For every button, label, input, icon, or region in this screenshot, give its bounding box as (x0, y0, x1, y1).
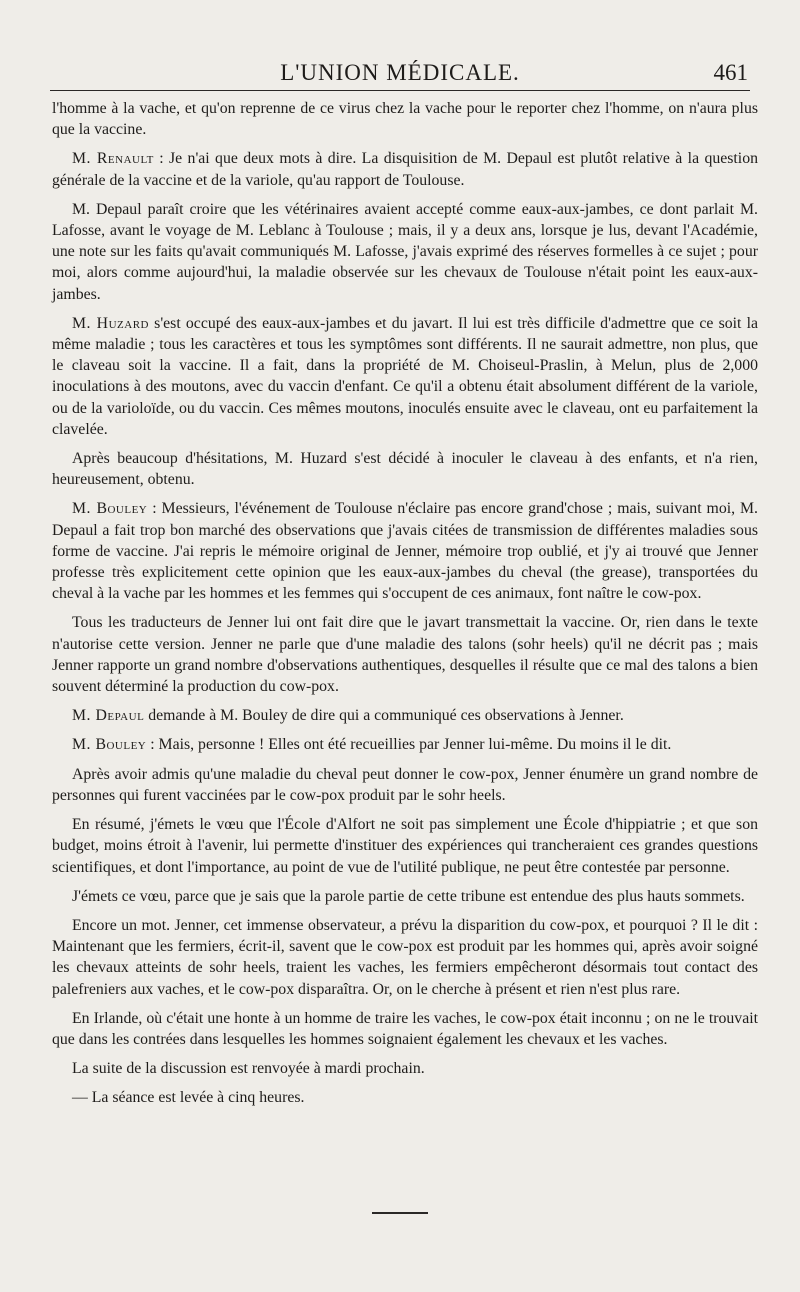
paragraph: En résumé, j'émets le vœu que l'École d'Alfort ne soit pas simplement une École d'hippiatrie ; et que son budget, moins étroit à l'avenir, lui permette d'instituer des expériences qui trancheraient ces grandes questions scientifiques, et dont l'importance, au point de vue de l'utilité publique, ne peut être contestée par personne. (52, 816, 758, 876)
running-title: L'UNION MÉDICALE. (280, 60, 520, 85)
paragraph: J'émets ce vœu, parce que je sais que la parole partie de cette tribune est entendue des plus hauts sommets. (72, 887, 745, 905)
paragraph: Après beaucoup d'hésitations, M. Huzard s'est décidé à inoculer le claveau à des enfants, et n'a rien, heureusement, obtenu. (52, 450, 758, 489)
speaker-name: M. Bouley (72, 736, 147, 754)
paragraph: Tous les traducteurs de Jenner lui ont fait dire que le javart transmettait la vaccine. Or, rien dans le texte n'autorise cette version. Jenner ne parle que d'une maladie des talons (sohr heels) qu'il ne décrit pas ; mais Jenner rapporte un grand nombre d'observations authentiques, desquelles il résulte que ce mal des talons a bien souvent déterminé la production du cow-pox. (52, 614, 758, 696)
paragraph: M. Bouley : Messieurs, l'événement de Toulouse n'éclaire pas encore grand'chose ; mais, suivant moi, M. Depaul a fait trop bon marché des observations que j'avais citées de transmission de différentes maladies sous forme de vaccine. J'ai repris le mémoire original de Jenner, mémoire trop oublié, et j'y ai trouvé que Jenner professe très explicitement cette opinion que les eaux-aux-jambes du cheval (the grease), transportées du cheval à la vache par les hommes et les femmes qui s'occupent de ces animaux, font naître le cow-pox. (52, 500, 758, 603)
speaker-name: M. Bouley (72, 500, 148, 518)
closing-rule (372, 1212, 428, 1214)
paragraph: M. Renault : Je n'ai que deux mots à dire. La disquisition de M. Depaul est plutôt relative à la question générale de la vaccine et de la variole, qu'au rapport de Toulouse. (52, 150, 758, 189)
paragraph: Encore un mot. Jenner, cet immense observateur, a prévu la disparition du cow-pox, et pourquoi ? Il le dit : Maintenant que les fermiers, écrit-il, savent que le cow-pox est produit par les hommes qui, après avoir soigné les chevaux atteints de sohr heels, traient les vaches, les fermiers empêcheront désormais tout contact des palefreniers aux vaches, et le cow-pox disparaîtra. Or, on le cherche à présent et rien n'est plus rare. (52, 916, 758, 998)
paragraph: M. Bouley : Mais, personne ! Elles ont été recueillies par Jenner lui-même. Du moins il le dit. (72, 736, 672, 754)
page-number: 461 (713, 60, 748, 85)
paragraph: Après avoir admis qu'une maladie du cheval peut donner le cow-pox, Jenner énumère un grand nombre de personnes qui furent vaccinées par le cow-pox produit par le sohr heels. (52, 765, 758, 804)
page-header (52, 52, 748, 88)
paragraph: l'homme à la vache, et qu'on reprenne de ce virus chez la vache pour le reporter chez l'homme, on n'aura plus que la vaccine. (52, 100, 758, 139)
header-rule (50, 90, 750, 91)
paragraph: M. Huzard s'est occupé des eaux-aux-jambes et du javart. Il lui est très difficile d'admettre que ce soit la même maladie ; tous les caractères et tous les symptômes sont différents. Il ne saurait admettre, non plus, que le claveau soit la vaccine. Il a fait, dans la propriété de M. Choiseul-Praslin, à Melun, plus de 2,000 inoculations à des moutons, avec du vaccin d'enfant. Ce qu'il a obtenu était absolument différent de la variole, ou de la varioloïde, ou du vaccin. Ces mêmes moutons, inoculés ensuite avec le claveau, ont eu parfaitement la clavelée. (52, 314, 758, 438)
paragraph: M. Depaul paraît croire que les vétérinaires avaient accepté comme eaux-aux-jambes, ce dont parlait M. Lafosse, avant le voyage de M. Leblanc à Toulouse ; mais, il y a deux ans, lorsque je lus, devant l'Académie, une note sur les faits qu'avait communiqués M. Lafosse, j'avais exprimé des réserves formelles à ce sujet ; pour moi, alors comme aujourd'hui, la maladie observée sur les chevaux de Toulouse n'était point les eaux-aux-jambes. (52, 200, 758, 303)
paragraph: M. Depaul demande à M. Bouley de dire qui a communiqué ces observations à Jenner. (72, 707, 624, 725)
speaker-name: M. Depaul (72, 707, 145, 725)
speaker-name: M. Renault (72, 150, 154, 168)
paragraph: La suite de la discussion est renvoyée à mardi prochain. (72, 1060, 425, 1078)
article-body (52, 98, 758, 1117)
paragraph: En Irlande, où c'était une honte à un homme de traire les vaches, le cow-pox était inconnu ; on ne le trouvait que dans les contrées dans lesquelles les hommes soignaient également les chevaux et les vaches. (52, 1009, 758, 1048)
paragraph: — La séance est levée à cinq heures. (72, 1089, 305, 1107)
speaker-name: M. Huzard (72, 314, 149, 332)
